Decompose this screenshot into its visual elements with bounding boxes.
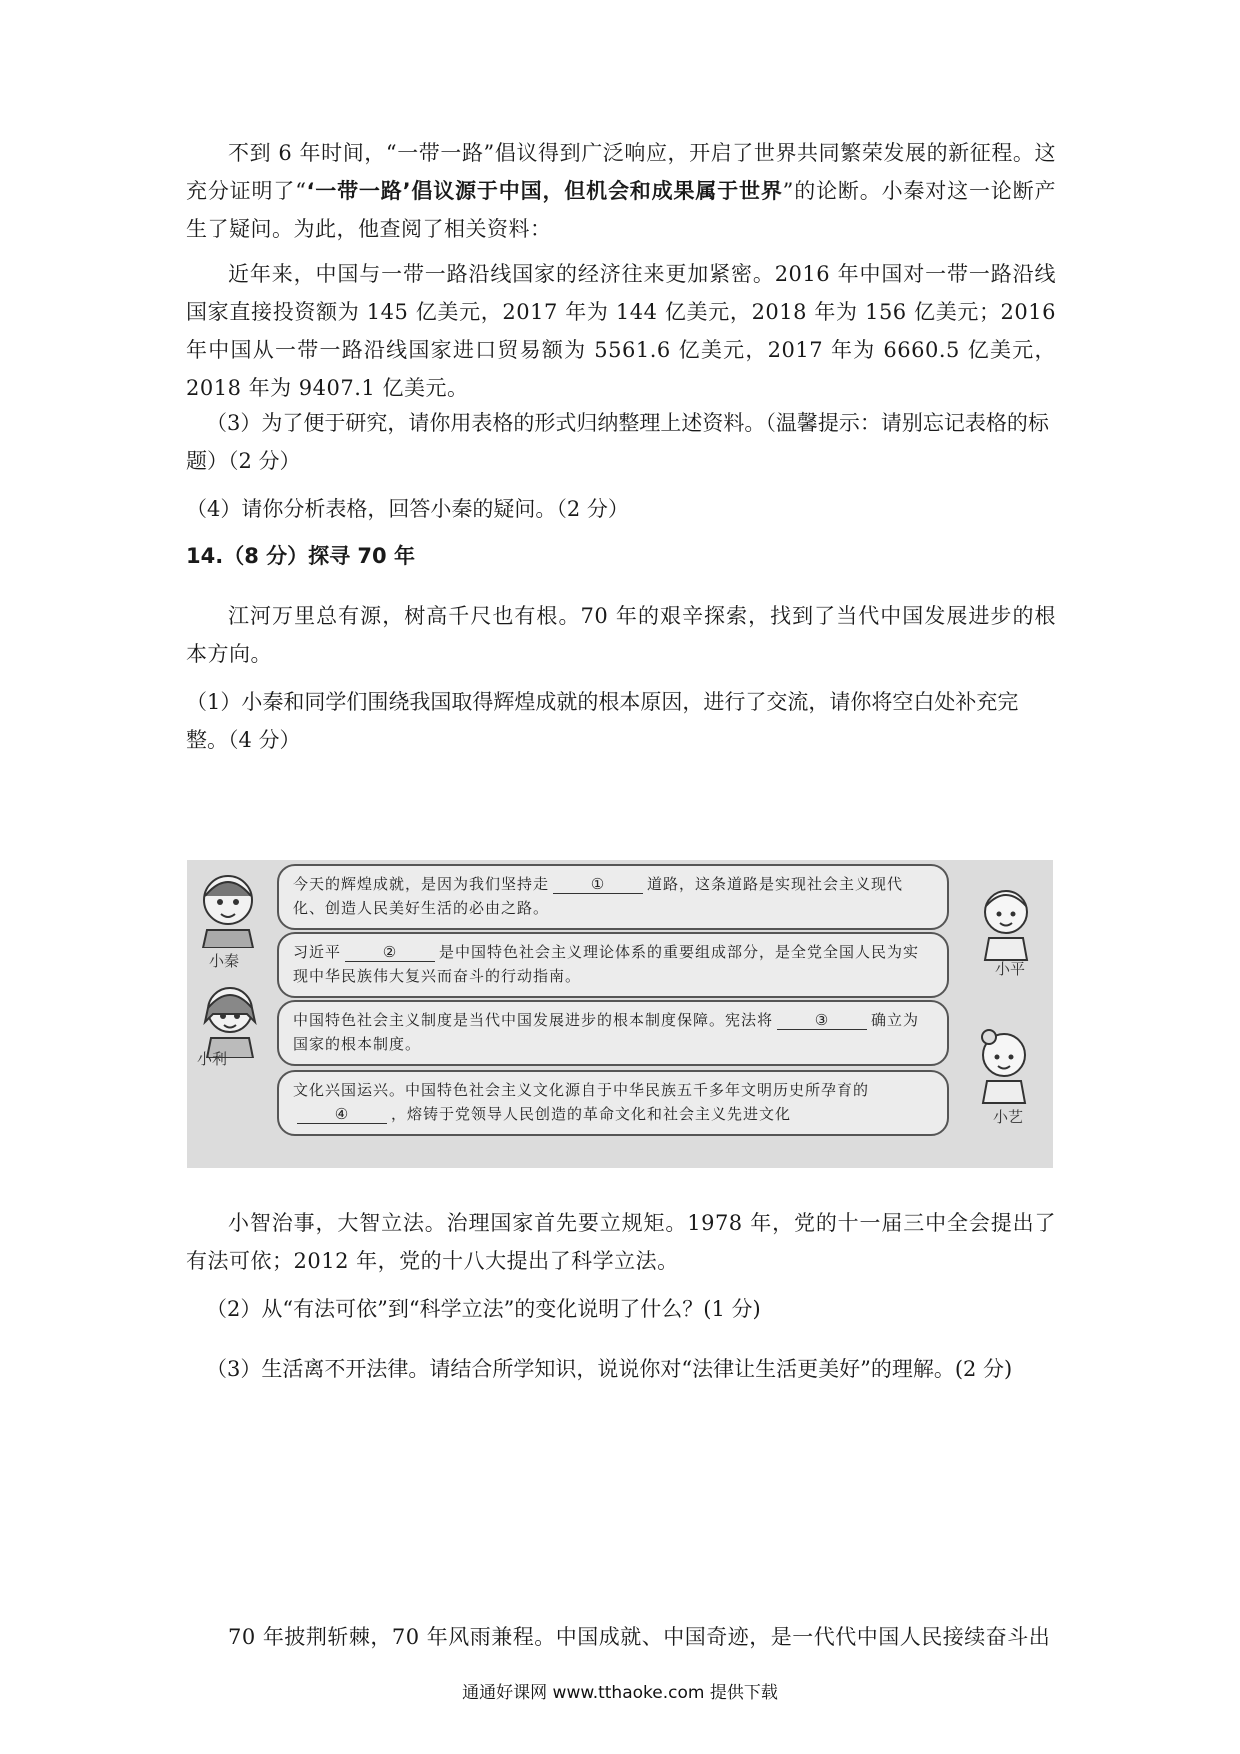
bubble-2-text-before: 习近平 [293,943,342,961]
page-footer: 通通好课网 www.tthaoke.com 提供下载 [462,1683,778,1703]
bubble-1-blank: ① [553,875,643,894]
legislation-paragraph: 小智治事，大智立法。治理国家首先要立规矩。1978 年，党的十一届三中全会提出了有法可依；2012 年，党的十八大提出了科学立法。 [186,1211,1056,1273]
question-14-intro: 江河万里总有源，树高千尺也有根。70 年的艰辛探索，找到了当代中国发展进步的根本方向。 [186,604,1056,666]
question-14-heading: 14.（8 分）探寻 70 年 [186,544,415,568]
intro-part1: 不到 6 年时间，“一带一路”倡议得到广泛响应，开启了世界共同繁荣发展的新征程。这充分证明了“ [186,141,1056,203]
speech-bubble-1 [277,864,949,930]
dialogue-figure [187,860,1053,1168]
intro-paragraph [186,134,1056,248]
character-xiaoli-icon [195,978,265,1058]
bubble-3-text-before: 中国特色社会主义制度是当代中国发展进步的根本制度保障。宪法将 [293,1011,774,1029]
question-14-3: （3）生活离不开法律。请结合所学知识，说说你对“法律让生活更美好”的理解。(2 分) [206,1357,1013,1381]
data-paragraph: 近年来，中国与一带一路沿线国家的经济往来更加紧密。2016 年中国对一带一路沿线国家直接投资额为 145 亿美元，2017 年为 144 亿美元，2018 年为 156 亿美元；2016 年中国从一带一路沿线国家进口贸易额为 5561.6 亿美元，2017 年为 6660.5 亿美元，2018 年为 9407.1 亿美元。 [186,262,1056,400]
bubble-4-text-before: 文化兴国运兴。中国特色社会主义文化源自于中华民族五千多年文明历史所孕育的 [293,1081,870,1099]
question-3: （3）为了便于研究，请你用表格的形式归纳整理上述资料。（温馨提示：请别忘记表格的标题）（2 分） [186,411,1049,473]
question-14-2: （2）从“有法可依”到“科学立法”的变化说明了什么？(1 分) [206,1297,761,1321]
bubble-4-blank: ④ [297,1105,387,1124]
bubble-1-text-before: 今天的辉煌成就，是因为我们坚持走 [293,875,550,893]
intro-bold-quote: ‘一带一路’倡议源于中国，但机会和成果属于世界 [306,179,783,203]
bubble-3-blank: ③ [777,1011,867,1030]
character-name-xiaoping: 小平 [995,960,1026,978]
bubble-2-blank: ② [345,943,435,962]
question-4: （4）请你分析表格，回答小秦的疑问。（2 分） [186,497,629,521]
speech-bubble-3 [277,1000,949,1066]
character-name-xiaoyi: 小艺 [993,1108,1024,1126]
character-xiaoyi-icon [969,1025,1039,1105]
character-name-xiaoli: 小利 [197,1050,228,1068]
question-14-1: （1）小秦和同学们围绕我国取得辉煌成就的根本原因，进行了交流，请你将空白处补充完整。（4 分） [186,690,1019,752]
bubble-4-text-after: ，熔铸于党领导人民创造的革命文化和社会主义先进文化 [391,1105,792,1123]
bubble-3-text-after: 确立为国家的根本制度。 [293,1011,920,1053]
speech-bubble-4 [277,1070,949,1136]
intro-part2: ”的论断。小秦对这一论断产生了疑问。为此，他查阅了相关资料： [186,179,1056,241]
bubble-2-text-after: 是中国特色社会主义理论体系的重要组成部分，是全党全国人民为实现中华民族伟大复兴而奋斗的行动指南。 [293,943,920,985]
character-name-xiaoqin: 小秦 [209,952,240,970]
character-xiaoqin-icon [193,868,263,948]
character-xiaoping-icon [971,882,1041,962]
bubble-1-text-after: 道路，这条道路是实现社会主义现代化、创造人民美好生活的必由之路。 [293,875,904,917]
speech-bubble-2 [277,932,949,998]
closing-paragraph: 70 年披荆斩棘，70 年风雨兼程。中国成就、中国奇迹，是一代代中国人民接续奋斗出 [228,1625,1051,1649]
